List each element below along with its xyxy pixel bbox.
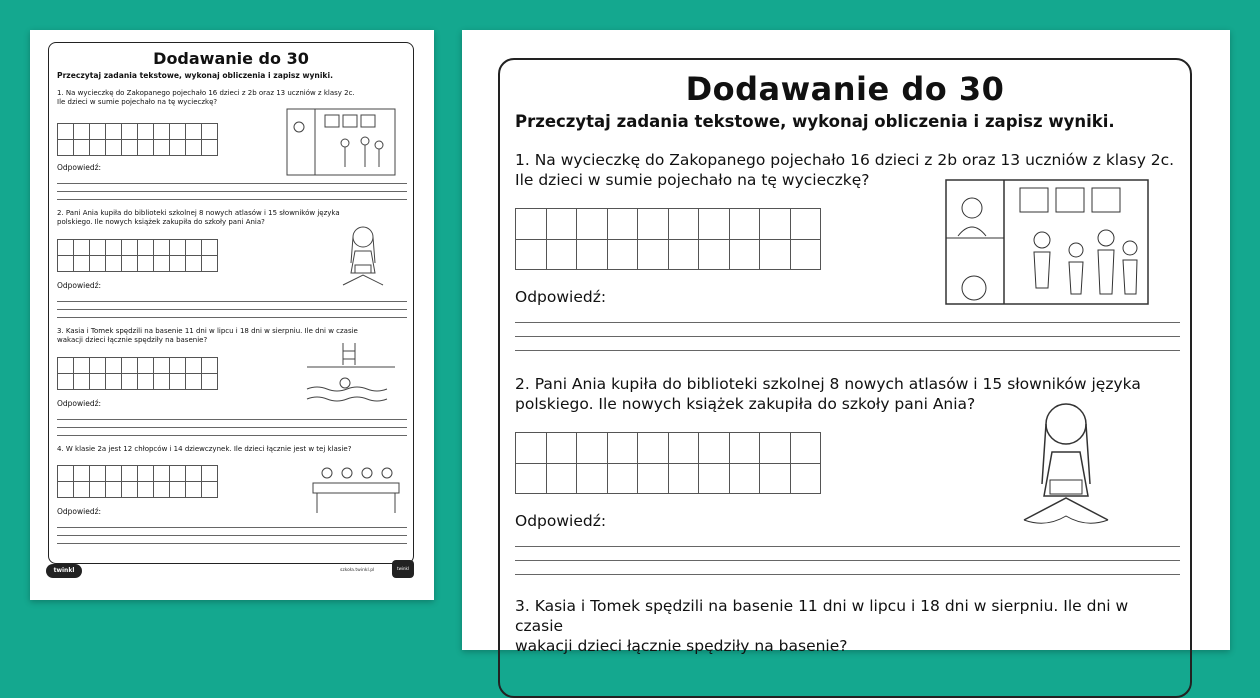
worksheet-title: Dodawanie do 30 [153, 49, 309, 68]
question-1 [57, 89, 387, 107]
worksheet-preview-large [462, 30, 1230, 656]
worksheet-title: Dodawanie do 30 [685, 70, 1005, 108]
question-text: 1. Na wycieczkę do Zakopanego pojechało 16 dzieci z 2b oraz 13 uczniów z klasy 2c. [515, 151, 1175, 169]
worksheet-instruction: Przeczytaj zadania tekstowe, wykonaj obliczenia i zapisz wyniki. [515, 112, 1115, 131]
question-text: 2. Pani Ania kupiła do biblioteki szkolnej 8 nowych atlasów i 15 słowników języka [515, 375, 1141, 393]
question-text: Ile dzieci w sumie pojechało na tę wycieczkę? [515, 171, 870, 190]
question-text: 3. Kasia i Tomek spędzili na basenie 11 dni w lipcu i 18 dni w sierpniu. Ile dni w czasie [515, 597, 1129, 636]
bus-illustration [944, 178, 1150, 308]
answer-grid[interactable] [57, 465, 218, 498]
question-text: wakacji dzieci łącznie spędziły na basenie? [57, 336, 208, 345]
answer-label: Odpowiedź: [515, 288, 607, 306]
bus-illustration [285, 107, 397, 177]
answer-label: Odpowiedź: [57, 507, 102, 516]
swimming-pool-illustration [305, 339, 397, 409]
question-text: 3. Kasia i Tomek spędzili na basenie 11 dni w lipcu i 18 dni w sierpniu. Ile dni w czasie [57, 327, 358, 335]
twinkl-badge: twinkl [392, 560, 414, 578]
answer-lines[interactable] [57, 183, 407, 207]
question-3 [515, 596, 1175, 656]
worksheet-instruction: Przeczytaj zadania tekstowe, wykonaj obliczenia i zapisz wyniki. [57, 71, 333, 80]
answer-lines[interactable] [57, 301, 407, 325]
answer-label: Odpowiedź: [57, 281, 102, 290]
answer-label: Odpowiedź: [57, 399, 102, 408]
worksheet-preview-small [30, 30, 434, 600]
question-text: Ile dzieci w sumie pojechało na tę wycieczkę? [57, 98, 218, 107]
answer-grid[interactable] [57, 123, 218, 156]
answer-lines[interactable] [57, 419, 407, 443]
girl-reading-illustration [1016, 398, 1116, 532]
answer-grid[interactable] [515, 432, 821, 494]
classroom-illustration [309, 461, 401, 517]
question-text: 1. Na wycieczkę do Zakopanego pojechało 16 dzieci z 2b oraz 13 uczniów z klasy 2c. [57, 89, 355, 97]
question-4 [57, 445, 387, 454]
footer-url: szkoła.twinkl.pl [340, 568, 375, 573]
twinkl-logo: twinkl [46, 564, 82, 578]
answer-lines[interactable] [515, 546, 1180, 588]
answer-label: Odpowiedź: [515, 512, 607, 530]
answer-grid[interactable] [57, 239, 218, 272]
girl-reading-illustration [337, 223, 389, 293]
question-text: 2. Pani Ania kupiła do biblioteki szkolnej 8 nowych atlasów i 15 słowników języka [57, 209, 340, 217]
worksheet-frame [498, 58, 1192, 698]
answer-grid[interactable] [515, 208, 821, 270]
answer-lines[interactable] [57, 527, 407, 551]
answer-grid[interactable] [57, 357, 218, 390]
question-text: polskiego. Ile nowych książek zakupiła do szkoły pani Ania? [515, 395, 976, 414]
question-text: polskiego. Ile nowych książek zakupiła do szkoły pani Ania? [57, 218, 265, 227]
answer-lines[interactable] [515, 322, 1180, 364]
question-text: wakacji dzieci łącznie spędziły na basenie? [515, 637, 848, 656]
question-text: 4. W klasie 2a jest 12 chłopców i 14 dziewczynek. Ile dzieci łącznie jest w tej klasie? [57, 445, 352, 453]
worksheet-frame [48, 42, 414, 564]
answer-label: Odpowiedź: [57, 163, 102, 172]
